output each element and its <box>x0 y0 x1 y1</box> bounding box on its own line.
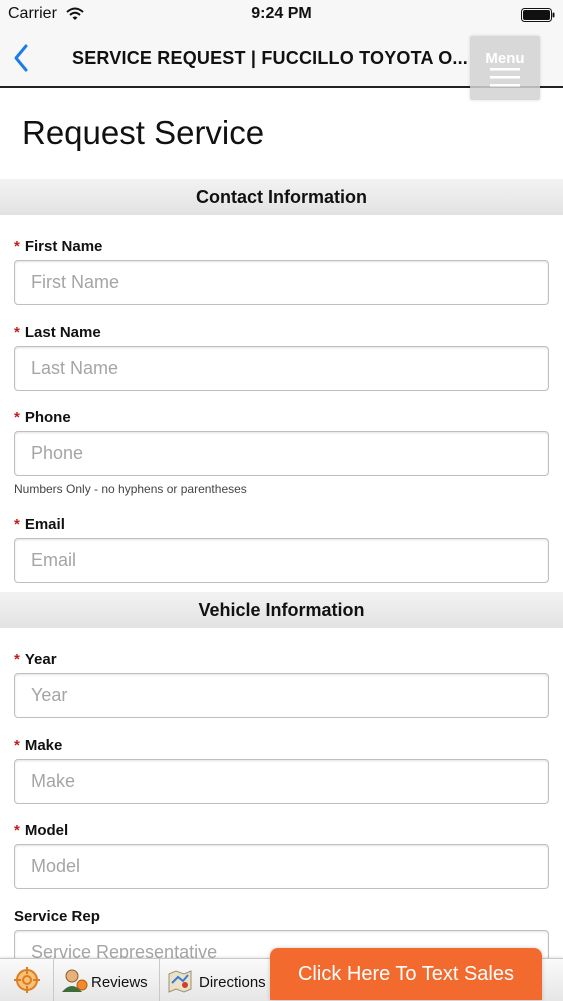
reviews-person-icon <box>60 968 88 994</box>
status-time: 9:24 PM <box>251 5 312 22</box>
carrier-label: Carrier <box>8 5 57 22</box>
reviews-button[interactable] <box>54 959 160 1001</box>
first-name-label-text: First Name <box>24 238 103 255</box>
model-input[interactable] <box>14 844 549 889</box>
menu-button[interactable] <box>470 36 540 100</box>
make-label-text: Make <box>24 737 63 754</box>
model-label <box>14 822 68 839</box>
back-button[interactable] <box>8 42 36 74</box>
email-input[interactable] <box>14 538 549 583</box>
phone-help-text: Numbers Only - no hyphens or parentheses <box>14 482 247 496</box>
year-input[interactable] <box>14 673 549 718</box>
first-name-input[interactable] <box>14 260 549 305</box>
map-directions-icon <box>168 969 192 993</box>
directions-label: Directions <box>199 974 266 991</box>
model-label-text: Model <box>24 822 69 839</box>
last-name-input[interactable] <box>14 346 549 391</box>
phone-label <box>14 409 71 426</box>
hamburger-icon <box>484 66 526 90</box>
required-marker: * <box>14 822 20 839</box>
required-marker: * <box>14 238 20 255</box>
crosshair-target-icon <box>14 967 40 993</box>
menu-label: Menu <box>485 50 525 67</box>
page-title: Request Service <box>22 114 265 151</box>
phone-label-text: Phone <box>24 409 71 426</box>
required-marker: * <box>14 409 20 426</box>
directions-button[interactable] <box>160 959 270 1001</box>
location-button[interactable] <box>0 959 54 1001</box>
required-marker: * <box>14 516 20 533</box>
year-label <box>14 651 57 668</box>
first-name-label <box>14 238 102 255</box>
nav-bar <box>0 30 563 88</box>
required-marker: * <box>14 324 20 341</box>
chevron-left-icon <box>8 42 36 74</box>
reviews-label: Reviews <box>91 974 148 991</box>
text-sales-button[interactable]: Click Here To Text Sales <box>270 948 542 1000</box>
service-rep-label-text: Service Rep <box>14 908 100 925</box>
phone-input[interactable] <box>14 431 549 476</box>
make-label <box>14 737 62 754</box>
required-marker: * <box>14 651 20 668</box>
required-marker: * <box>14 737 20 754</box>
battery-icon <box>521 8 555 22</box>
year-label-text: Year <box>24 651 57 668</box>
status-bar <box>0 0 563 30</box>
make-input[interactable] <box>14 759 549 804</box>
last-name-label-text: Last Name <box>24 324 101 341</box>
section-header-vehicle: Vehicle Information <box>0 592 563 628</box>
email-label-text: Email <box>24 516 65 533</box>
last-name-label <box>14 324 101 341</box>
service-rep-label <box>14 908 100 925</box>
section-header-contact: Contact Information <box>0 179 563 215</box>
email-label <box>14 516 65 533</box>
nav-title: SERVICE REQUEST | FUCCILLO TOYOTA O... <box>72 48 469 68</box>
